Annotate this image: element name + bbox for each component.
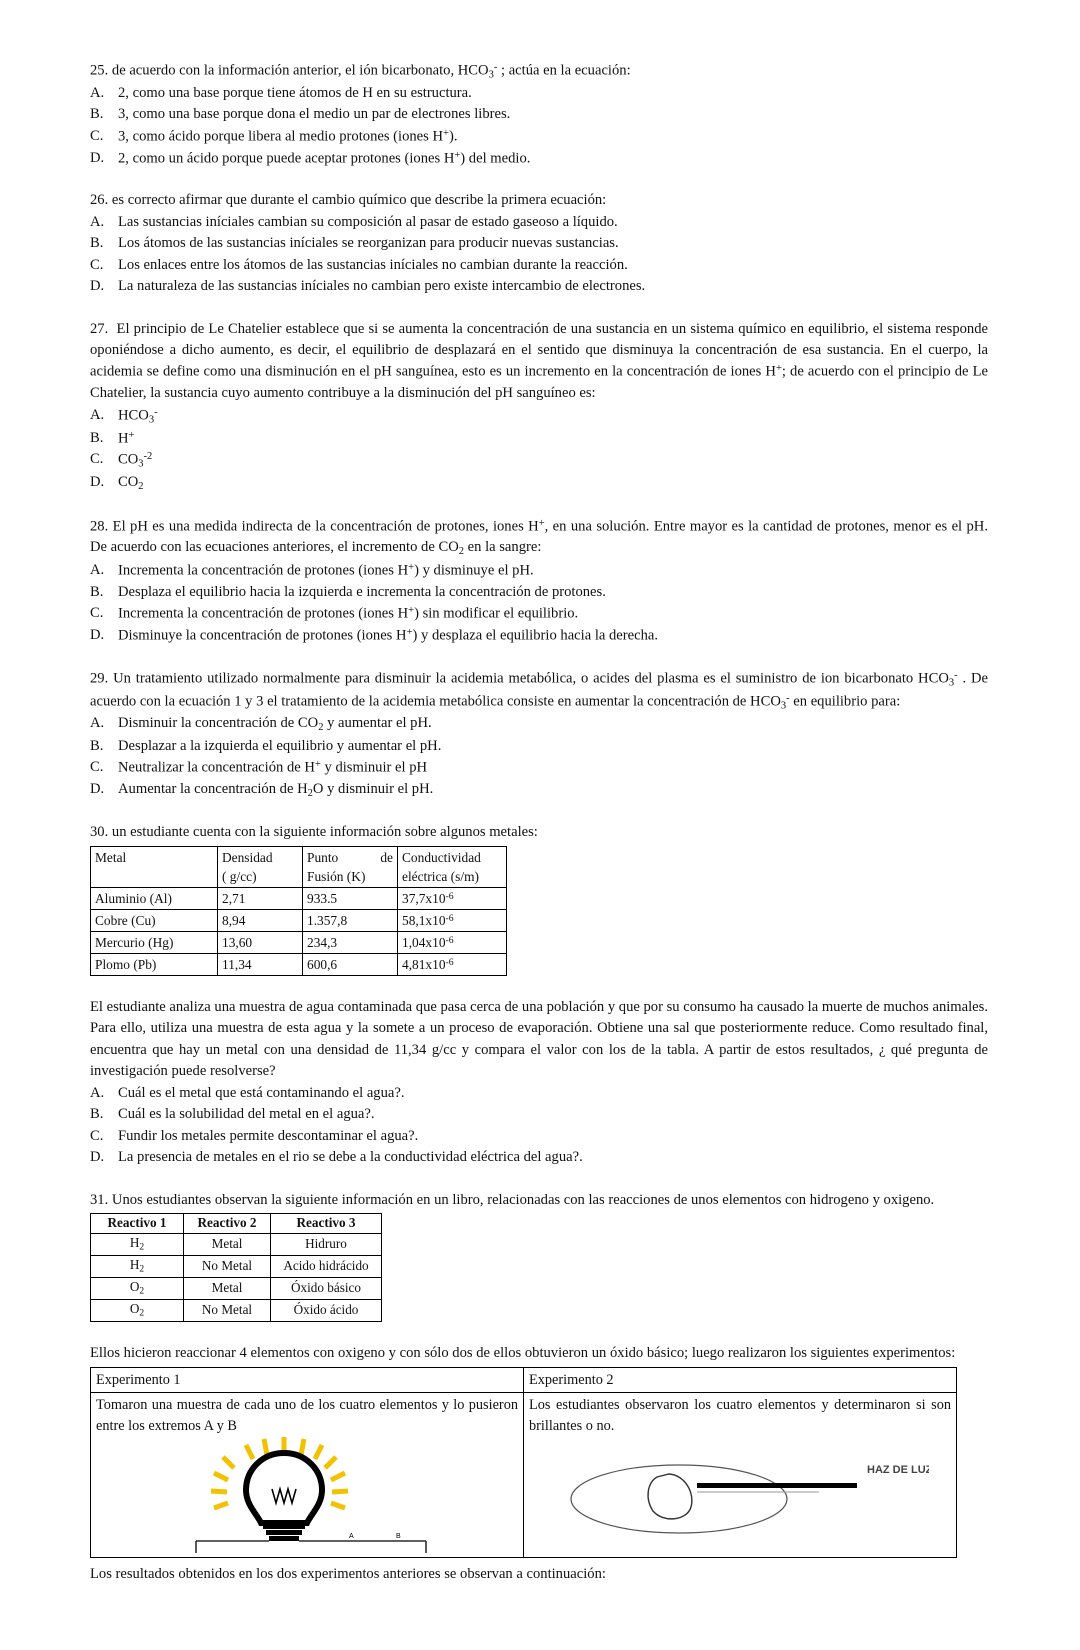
question-30 <box>90 822 988 1168</box>
cell-conductividad <box>398 931 507 953</box>
option-text: Disminuir la concentración de $CO_2$ y aumentar el pH. <box>118 715 432 734</box>
option-row <box>90 428 988 450</box>
option-letter: A. <box>90 406 105 423</box>
sample-shape-icon <box>648 1474 692 1519</box>
option-text: $HCO_3^-$ <box>118 406 158 426</box>
cell-fusion: 1.357,8 <box>303 909 398 931</box>
cell-reactivo-1 <box>91 1300 184 1322</box>
formula-base: H <box>129 1234 140 1250</box>
option-text: La naturaleza de las sustancias iníciales no cambian pero existe intercambio de electrones. <box>118 278 646 295</box>
option-text: Cuál es el metal que está contaminando el agua?. <box>118 1084 405 1101</box>
question-30-stem-text: un estudiante cuenta con la siguiente información sobre algunos metales: <box>111 824 538 841</box>
bulb-base-icon <box>263 1523 305 1529</box>
question-27-options <box>90 405 988 495</box>
value-base: 37,7x10 <box>402 890 446 906</box>
question-26 <box>90 190 988 297</box>
option-text: Las sustancias iníciales cambian su composición al pasar de estado gaseoso a líquido. <box>118 213 618 230</box>
cell-conductividad <box>398 953 507 975</box>
formula-base: O <box>129 1278 140 1294</box>
question-26-stem-text: es correcto afirmar que durante el cambio químico que describe la primera ecuación: <box>111 192 607 209</box>
cell-metal: Cobre (Cu) <box>91 909 218 931</box>
experimento-2-cell <box>524 1393 957 1557</box>
question-25 <box>90 60 988 169</box>
option-letter: C. <box>90 605 104 622</box>
cell-fusion: 234,3 <box>303 931 398 953</box>
experiments-body-row <box>91 1393 957 1557</box>
option-letter: D. <box>90 278 105 295</box>
option-letter: C. <box>90 127 104 144</box>
metals-table <box>90 846 507 976</box>
bulb-circuit-svg <box>96 1437 496 1553</box>
cell-densidad: 8,94 <box>218 909 303 931</box>
table-row <box>91 887 507 909</box>
option-text: 2, como una base porque tiene átomos de H en su estructura. <box>118 84 472 101</box>
cell-reactivo-3: Hidruro <box>271 1233 382 1255</box>
table-row <box>91 1255 382 1277</box>
option-letter: A. <box>90 84 105 101</box>
experiments-table <box>90 1367 957 1558</box>
header-line: Conductividad <box>402 849 481 865</box>
spacer <box>90 1169 988 1190</box>
option-letter: C. <box>90 451 104 468</box>
reactivos-table <box>90 1213 382 1322</box>
header-cell-reactivo-1: Reactivo 1 <box>91 1213 184 1233</box>
question-30-number: 30. <box>90 824 109 841</box>
option-letter: C. <box>90 759 104 776</box>
option-row <box>90 276 988 297</box>
option-text: Cuál es la solubilidad del metal en el agua?. <box>118 1106 375 1123</box>
option-text: Incrementa la concentración de protones (iones H+) sin modificar el equilibrio. <box>118 605 579 622</box>
cell-reactivo-1 <box>91 1277 184 1299</box>
bulb-base-icon <box>269 1536 299 1541</box>
closing-line: Los resultados obtenidos en los dos experimentos anteriores se observan a continuación: <box>90 1565 606 1582</box>
question-31-stem <box>90 1190 988 1211</box>
cell-reactivo-2: No Metal <box>184 1255 271 1277</box>
cell-reactivo-2: Metal <box>184 1277 271 1299</box>
option-text: Aumentar la concentración de $H_2O$ y disminuir el pH. <box>118 781 434 799</box>
cell-fusion: 933.5 <box>303 887 398 909</box>
question-25-options <box>90 83 988 170</box>
light-beam-svg <box>529 1437 929 1553</box>
header-line: Densidad <box>222 849 273 865</box>
terminal-b-label: B <box>396 1532 401 1540</box>
light-beam-bar-icon <box>697 1483 857 1488</box>
question-28-number: 28. <box>90 517 109 534</box>
option-text: 3, como ácido porque libera al medio protones (iones H+). <box>118 127 458 145</box>
option-letter: B. <box>90 235 104 252</box>
option-letter: B. <box>90 583 104 600</box>
value-exponent: -6 <box>445 890 454 902</box>
option-row <box>90 1147 988 1168</box>
cell-reactivo-2: No Metal <box>184 1300 271 1322</box>
option-row <box>90 779 988 801</box>
cell-metal: Mercurio (Hg) <box>91 931 218 953</box>
question-29-stem: 29. Un tratamiento utilizado normalmente para disminuir la acidemia metabólica, o acides del plasma es el suministro de ion bicarbonato $HCO_3^-$ . De acuerdo con la ecuación 1 y 3 el tratamiento de la acidemia metabólica consiste en aumentar la concentración de $HCO_3^-$ en equilibrio para: <box>90 669 988 711</box>
cell-reactivo-2: Metal <box>184 1233 271 1255</box>
question-29 <box>90 668 988 802</box>
spacer <box>90 495 988 516</box>
option-letter: D. <box>90 1149 105 1166</box>
option-row <box>90 736 988 757</box>
table-row <box>91 909 507 931</box>
question-31-stem-text: Unos estudiantes observan la siguiente información en un libro, relacionadas con las reacciones de unos elementos con hidrogeno y oxigeno. <box>111 1191 935 1208</box>
question-27-stem: 27. El principio de Le Chatelier establece que si se aumenta la concentración de una sustancia en un sistema químico en equilibrio, el sistema responde oponiéndose a dicho aumento, es decir, el equilibrio de desplazará en el sentido que disminuya la concentración de esa sustancia. En el cuerpo, la acidemia se define como una disminución en el pH sanguínea, esto es un incremento en la concentración de iones H+; de acuerdo con el principio de Le Chatelier, la sustancia cuyo aumento contribuye a la disminución del pH sanguíneo es: <box>90 320 988 402</box>
option-letter: B. <box>90 106 104 123</box>
option-letter: D. <box>90 781 105 797</box>
beam-label: HAZ DE LUZ <box>867 1463 929 1476</box>
table-header-row <box>91 846 507 887</box>
option-letter: A. <box>90 715 105 732</box>
question-28-stem: 28. El pH es una medida indirecta de la concentración de protones, iones H+, en una solución. Entre mayor es la cantidad de protones, menor es el pH. De acuerdo con las ecuaciones anteriores, el incremento de $CO_2$ en la sangre: <box>90 517 988 558</box>
header-line: Metal <box>95 849 127 865</box>
option-letter: D. <box>90 474 105 491</box>
question-25-number: 25. <box>90 62 109 79</box>
bulb-base-icon <box>266 1530 302 1535</box>
option-row <box>90 560 988 582</box>
cell-reactivo-3: Óxido básico <box>271 1277 382 1299</box>
value-exponent: -6 <box>445 956 454 968</box>
option-text: Neutralizar la concentración de H+ y disminuir el pH <box>118 759 428 776</box>
option-text: 3, como una base porque dona el medio un par de electrones libres. <box>118 106 511 123</box>
option-letter: A. <box>90 213 105 230</box>
spacer <box>90 976 988 997</box>
formula-sup: - <box>493 62 498 73</box>
option-text: Desplazar a la izquierda el equilibrio y aumentar el pH. <box>118 737 442 754</box>
option-row <box>90 713 988 735</box>
header-cell-fusion <box>303 846 398 887</box>
header-cell-conductividad <box>398 846 507 887</box>
bulb-circuit-figure <box>96 1437 518 1555</box>
formula-sub: 2 <box>139 1308 145 1319</box>
option-letter: A. <box>90 561 105 578</box>
formula-sub: 3 <box>488 69 494 81</box>
option-row <box>90 104 988 125</box>
question-29-options <box>90 713 988 801</box>
header-line <box>307 848 393 867</box>
header-cell-densidad <box>218 846 303 887</box>
value-base: 1,04x10 <box>402 934 446 950</box>
question-30-stem <box>90 822 988 843</box>
option-letter: C. <box>90 256 104 273</box>
experimento-1-cell <box>91 1393 524 1557</box>
cell-reactivo-1 <box>91 1255 184 1277</box>
option-letter: B. <box>90 429 104 446</box>
option-row <box>90 255 988 276</box>
document-page <box>90 60 988 1600</box>
formula-base: O <box>129 1301 140 1317</box>
value-exponent: -6 <box>445 912 454 924</box>
value-base: 58,1x10 <box>402 912 446 928</box>
question-28-options <box>90 560 988 647</box>
table-row <box>91 1277 382 1299</box>
question-29-number: 29. <box>90 670 109 687</box>
option-row <box>90 148 988 170</box>
question-26-options <box>90 212 988 298</box>
formula-sub: 2 <box>139 1242 145 1253</box>
header-line <box>95 867 213 886</box>
formula-sub: 2 <box>139 1264 145 1275</box>
cell-metal: Plomo (Pb) <box>91 953 218 975</box>
option-text: $CO_2$ <box>118 474 144 493</box>
table-header-row <box>91 1213 382 1233</box>
question-26-stem <box>90 190 988 211</box>
option-row <box>90 83 988 104</box>
table-row <box>91 931 507 953</box>
question-30-paragraph: El estudiante analiza una muestra de agua contaminada que pasa cerca de una población y que por su consumo ha causado la muerte de muchos animales. Para ello, utiliza una muestra de esta agua y la somete a un proceso de evaporación. Obtiene una sal que posteriormente reduce. Como resultado final, encuentra que hay un metal con una densidad de 11,34 g/cc y compara el valor con los de la tabla. A partir de estos resultados, ¿ qué pregunta de investigación puede resolverse? <box>90 999 988 1080</box>
value-exponent: -6 <box>445 934 454 946</box>
header-cell-metal <box>91 846 218 887</box>
option-letter: D. <box>90 149 105 166</box>
cell-metal: Aluminio (Al) <box>91 887 218 909</box>
option-letter: B. <box>90 737 104 754</box>
question-31-paragraph: Ellos hicieron reaccionar 4 elementos con oxigeno y con sólo dos de ellos obtuvieron un óxido básico; luego realizaron los siguientes experimentos: <box>90 1345 956 1362</box>
experiments-header-row <box>91 1367 957 1393</box>
cell-reactivo-3: Acido hidrácido <box>271 1255 382 1277</box>
option-row <box>90 1104 988 1125</box>
spacer <box>90 1322 988 1343</box>
option-text: Los átomos de las sustancias iníciales se reorganizan para producir nuevas sustancias. <box>118 235 619 252</box>
question-25-stem: 25. de acuerdo con la información anterior, el ión bicarbonato, $HCO_3^-$ ; actúa en la ecuación: <box>90 62 631 81</box>
option-text: $CO_3^{-2}$ <box>118 451 153 470</box>
header-cell-reactivo-2: Reactivo 2 <box>184 1213 271 1233</box>
option-text: La presencia de metales en el rio se debe a la conductividad eléctrica del agua?. <box>118 1149 583 1166</box>
option-letter: A. <box>90 1084 105 1101</box>
option-row <box>90 603 988 625</box>
experimento-2-title: Experimento 2 <box>524 1367 957 1393</box>
terminal-a-label: A <box>349 1532 354 1540</box>
header-cell-reactivo-3: Reactivo 3 <box>271 1213 382 1233</box>
question-30-options <box>90 1083 988 1169</box>
table-row <box>91 1300 382 1322</box>
option-row <box>90 126 988 148</box>
question-27-number: 27. <box>90 320 109 337</box>
spacer <box>90 169 988 190</box>
option-text: Disminuye la concentración de protones (iones H+) y desplaza el equilibrio hacia la derecha. <box>118 626 659 644</box>
table-row <box>91 953 507 975</box>
question-31-number: 31. <box>90 1191 109 1208</box>
option-letter: D. <box>90 626 105 643</box>
header-line: eléctrica (s/m) <box>402 868 479 884</box>
spacer <box>90 298 988 319</box>
option-text: H+ <box>118 429 135 446</box>
option-letter: B. <box>90 1106 104 1123</box>
cell-densidad: 2,71 <box>218 887 303 909</box>
question-31 <box>90 1190 988 1586</box>
formula-base: H <box>129 1256 140 1272</box>
option-row <box>90 212 988 233</box>
question-27 <box>90 319 988 495</box>
experimento-1-title: Experimento 1 <box>91 1367 524 1393</box>
option-letter: C. <box>90 1127 104 1144</box>
header-line: Fusión (K) <box>307 868 366 884</box>
cell-densidad: 11,34 <box>218 953 303 975</box>
question-28 <box>90 516 988 647</box>
option-row <box>90 472 988 494</box>
cell-reactivo-3: Óxido ácido <box>271 1300 382 1322</box>
option-row <box>90 233 988 254</box>
cell-reactivo-1 <box>91 1233 184 1255</box>
spacer <box>90 647 988 668</box>
option-row <box>90 1083 988 1104</box>
option-text: 2, como un ácido porque puede aceptar protones (iones H+) del medio. <box>118 149 531 166</box>
bulb-glass-icon <box>246 1453 322 1523</box>
option-row <box>90 582 988 603</box>
option-text: Desplaza el equilibrio hacia la izquierda e incrementa la concentración de protones. <box>118 583 606 600</box>
option-row <box>90 757 988 779</box>
experimento-2-body: Los estudiantes observaron los cuatro elementos y determinaron si son brillantes o no. <box>529 1397 951 1435</box>
spacer <box>90 801 988 822</box>
value-base: 4,81x10 <box>402 956 446 972</box>
option-row <box>90 405 988 428</box>
header-word: Punto <box>307 849 339 865</box>
question-26-number: 26. <box>90 192 109 209</box>
experimento-1-body: Tomaron una muestra de cada uno de los cuatro elementos y lo pusieron entre los extremos A y B <box>96 1397 518 1435</box>
light-beam-figure <box>529 1437 951 1555</box>
formula-sub: 2 <box>139 1286 145 1297</box>
cell-fusion: 600,6 <box>303 953 398 975</box>
cell-conductividad <box>398 909 507 931</box>
option-text: Incrementa la concentración de protones (iones H+) y disminuye el pH. <box>118 561 534 579</box>
header-word: de <box>380 849 393 865</box>
option-row <box>90 449 988 472</box>
option-text: Fundir los metales permite descontaminar el agua?. <box>118 1127 419 1144</box>
option-row <box>90 625 988 647</box>
option-row <box>90 1126 988 1147</box>
table-row <box>91 1233 382 1255</box>
header-line: ( g/cc) <box>222 868 257 884</box>
cell-conductividad <box>398 887 507 909</box>
cell-densidad: 13,60 <box>218 931 303 953</box>
option-text: Los enlaces entre los átomos de las sustancias iníciales no cambian durante la reacción. <box>118 256 628 273</box>
